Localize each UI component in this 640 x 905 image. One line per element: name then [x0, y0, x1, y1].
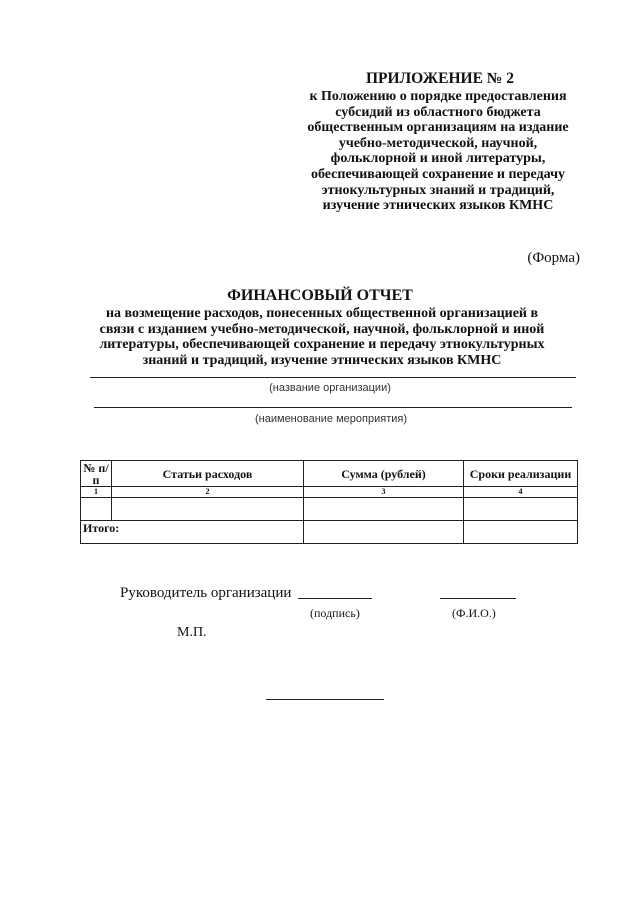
column-number: 2 — [112, 487, 304, 498]
appendix-line: этнокультурных знаний и традиций, — [321, 182, 555, 198]
column-header-expense-items: Статьи расходов — [112, 461, 304, 487]
total-amount-cell[interactable] — [304, 521, 464, 544]
column-header-number: № п/п — [81, 461, 112, 487]
report-subtitle — [72, 306, 572, 368]
appendix-title: ПРИЛОЖЕНИЕ № 2 — [366, 70, 514, 87]
stamp-label: М.П. — [177, 625, 207, 640]
subtitle-line: литературы, обеспечивающей сохранение и передачу этнокультурных — [99, 337, 545, 352]
report-title: ФИНАНСОВЫЙ ОТЧЕТ — [227, 287, 413, 304]
column-header-amount: Сумма (рублей) — [304, 461, 464, 487]
subtitle-line: на возмещение расходов, понесенных общественной организацией в — [105, 306, 539, 321]
table-cell[interactable] — [304, 498, 464, 521]
full-name-caption: (Ф.И.О.) — [452, 606, 496, 620]
total-row — [81, 521, 578, 544]
appendix-line: изучение этнических языков КМНС — [322, 198, 554, 214]
appendix-line: фольклорной и иной литературы, — [330, 151, 546, 167]
subtitle-line: связи с изданием учебно-методической, научной, фольклорной и иной — [99, 321, 545, 337]
table-cell[interactable] — [112, 498, 304, 521]
column-header-period: Сроки реализации — [464, 461, 578, 487]
bottom-blank-line[interactable] — [266, 699, 384, 700]
appendix-text — [288, 89, 588, 214]
column-number-row — [81, 487, 578, 498]
table-cell[interactable] — [81, 498, 112, 521]
total-period-cell[interactable] — [464, 521, 578, 544]
total-label: Итого: — [81, 521, 304, 544]
appendix-line: к Положению о порядке предоставления — [309, 89, 567, 104]
appendix-line: обеспечивающей сохранение и передачу — [310, 166, 566, 182]
full-name-field[interactable] — [440, 598, 516, 599]
subtitle-line: знаний и традиций, изучение этнических языков КМНС — [142, 352, 502, 368]
signature-field[interactable] — [298, 598, 372, 599]
expense-table — [80, 460, 578, 544]
column-number: 4 — [464, 487, 578, 498]
event-name-field[interactable] — [94, 407, 572, 408]
table-header-row — [81, 461, 578, 487]
signature-caption: (подпись) — [310, 606, 360, 620]
column-number: 1 — [81, 487, 112, 498]
organization-name-field[interactable] — [90, 377, 576, 378]
column-number: 3 — [304, 487, 464, 498]
appendix-line: субсидий из областного бюджета — [335, 104, 541, 120]
form-label: (Форма) — [527, 250, 580, 266]
appendix-line: общественным организациям на издание — [307, 120, 569, 136]
signature-label: Руководитель организации — [120, 585, 292, 601]
table-cell[interactable] — [464, 498, 578, 521]
organization-name-caption: (название организации) — [269, 382, 391, 394]
event-name-caption: (наименование мероприятия) — [255, 413, 407, 425]
appendix-line: учебно-методической, научной, — [338, 135, 538, 151]
table-row — [81, 498, 578, 521]
